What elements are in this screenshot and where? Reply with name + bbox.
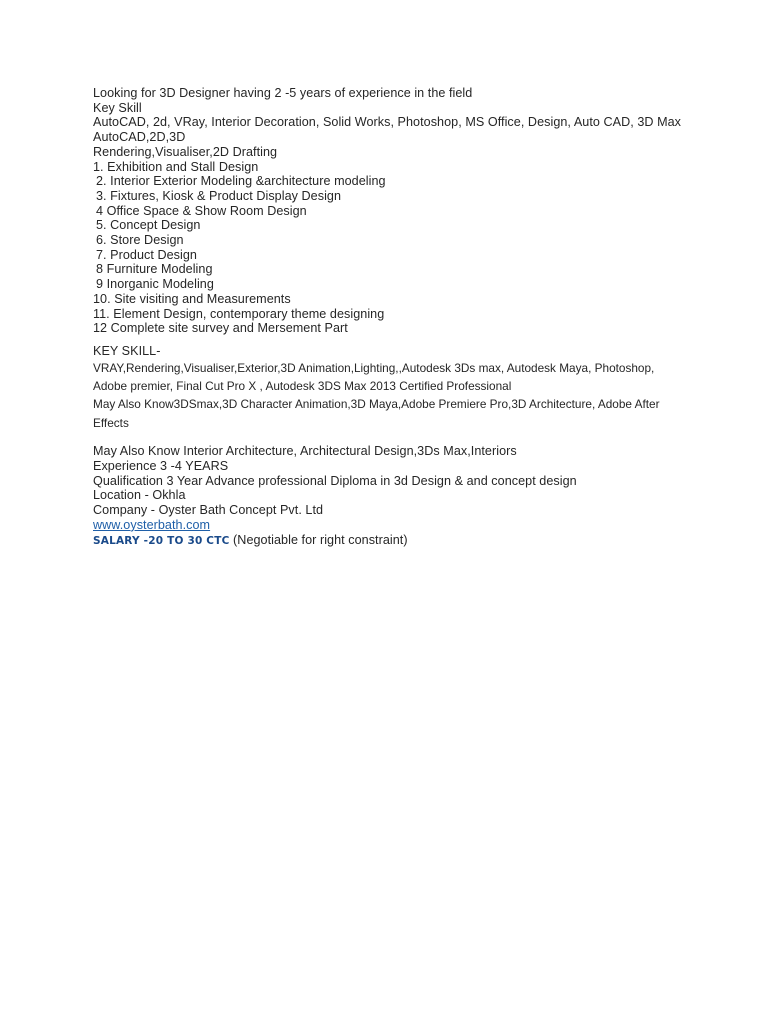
location-line: Location - Okhla (93, 488, 186, 503)
key-skill-label: Key Skill (93, 100, 142, 115)
list-item: 6. Store Design (96, 233, 184, 248)
company-line: Company - Oyster Bath Concept Pvt. Ltd (93, 503, 324, 518)
key-skill-heading: KEY SKILL- (93, 343, 161, 358)
salary-line (93, 533, 693, 549)
responsibility-list (93, 160, 693, 336)
experience-line: Experience 3 -4 YEARS (93, 458, 229, 473)
may-also-know-paragraph: May Also Know3DSmax,3D Character Animation,3D Maya,Adobe Premiere Pro,3D Architecture, Adobe After Effects (93, 397, 660, 430)
may-also-know-line: May Also Know Interior Architecture, Architectural Design,3Ds Max,Interiors (93, 444, 517, 459)
autocad-line: AutoCAD,2D,3D (93, 130, 186, 145)
salary-label: SALARY -20 TO 30 CTC (93, 534, 230, 547)
key-skill-paragraph: VRAY,Rendering,Visualiser,Exterior,3D Animation,Lighting,,Autodesk 3Ds max, Autodesk Maya, Photoshop, Adobe premier, Final Cut Pro X , Autodesk 3DS Max 2013 Certified Professional (93, 360, 655, 394)
list-item: 1. Exhibition and Stall Design (93, 159, 259, 174)
posting-heading: Looking for 3D Designer having 2 -5 years of experience in the field (93, 86, 473, 100)
list-item: 7. Product Design (96, 247, 197, 262)
list-item: 2. Interior Exterior Modeling &architecture modeling (96, 174, 386, 189)
job-posting (93, 86, 693, 548)
skills-line: AutoCAD, 2d, VRay, Interior Decoration, Solid Works, Photoshop, MS Office, Design, Auto CAD, 3D Max (93, 115, 682, 130)
list-item: 5. Concept Design (96, 218, 201, 233)
website-link[interactable]: www.oysterbath.com (93, 517, 211, 532)
list-item: 9 Inorganic Modeling (96, 277, 214, 292)
qualification-line: Qualification 3 Year Advance professional Diploma in 3d Design & and concept design (93, 473, 577, 488)
list-item: 10. Site visiting and Measurements (93, 291, 291, 306)
list-item: 12 Complete site survey and Mersement Part (93, 321, 348, 336)
list-item: 4 Office Space & Show Room Design (96, 203, 307, 218)
rendering-line: Rendering,Visualiser,2D Drafting (93, 144, 278, 159)
list-item: 11. Element Design, contemporary theme designing (93, 306, 385, 321)
list-item: 8 Furniture Modeling (96, 262, 213, 277)
salary-note: (Negotiable for right constraint) (229, 532, 408, 547)
list-item: 3. Fixtures, Kiosk & Product Display Design (96, 188, 342, 203)
